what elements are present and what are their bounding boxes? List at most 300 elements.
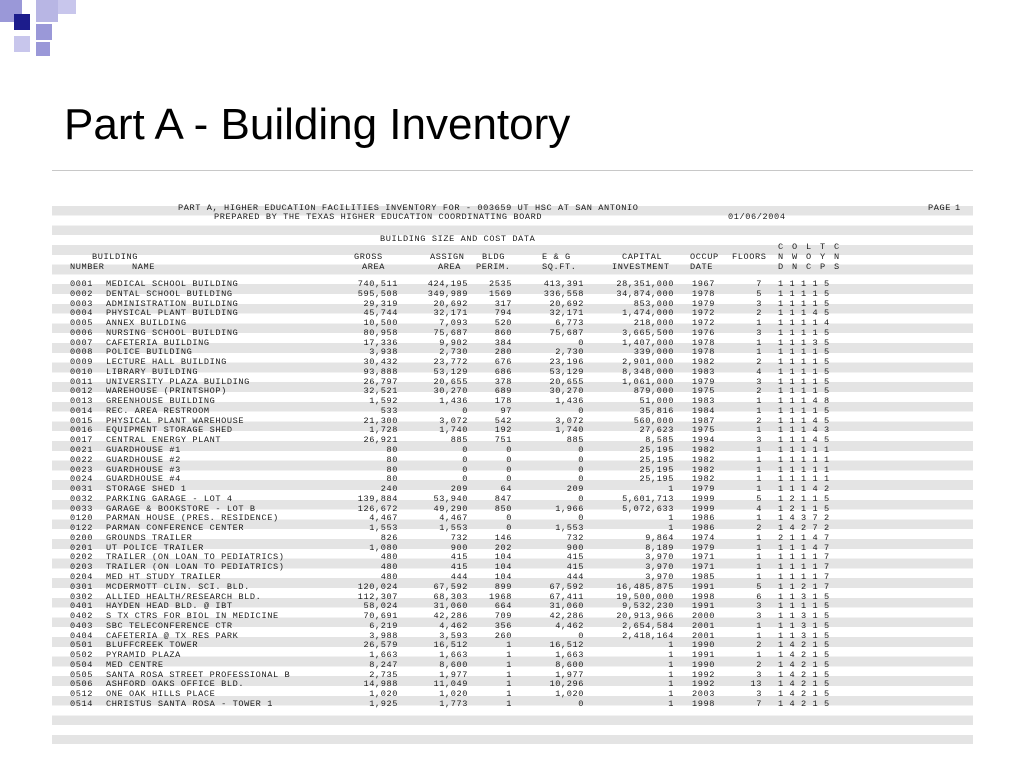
assign-area: 68,303 [433, 591, 468, 602]
capital-investment: 1 [668, 640, 674, 651]
bldg-perim: 378 [494, 376, 512, 387]
occup-date: 1979 [692, 376, 716, 387]
occup-date: 1992 [692, 679, 716, 690]
building-number: 0017 [70, 435, 94, 446]
building-name: GUARDHOUSE #3 [106, 464, 181, 475]
capital-investment: 1 [668, 698, 674, 709]
capital-investment: 8,585 [645, 435, 674, 446]
floors: 1 [756, 620, 762, 631]
eg-sqft: 1,020 [555, 689, 584, 700]
eg-sqft: 1,663 [555, 650, 584, 661]
assign-area: 30,270 [433, 386, 468, 397]
table-row [52, 446, 973, 456]
capital-investment: 35,816 [639, 405, 674, 416]
capital-investment: 1 [668, 659, 674, 670]
table-row [52, 700, 973, 710]
occup-date: 1978 [692, 337, 716, 348]
floors: 1 [756, 571, 762, 582]
assign-area: 415 [450, 552, 468, 563]
capital-investment: 879,000 [633, 386, 674, 397]
eg-sqft: 8,600 [555, 659, 584, 670]
occup-date: 1984 [692, 405, 716, 416]
classification-codes: 1 1 1 1 1 [778, 454, 830, 465]
inventory-report-scan [52, 196, 973, 744]
occup-date: 1990 [692, 640, 716, 651]
occup-date: 1994 [692, 435, 716, 446]
classification-codes: 1 1 1 4 8 [778, 396, 830, 407]
building-name: PARMAN CONFERENCE CENTER [106, 523, 245, 534]
occup-date: 2001 [692, 630, 716, 641]
floors: 3 [756, 435, 762, 446]
code-head-o2: O [806, 252, 812, 262]
assign-area: 424,195 [427, 279, 468, 289]
building-name: GARAGE & BOOKSTORE - LOT B [106, 503, 256, 514]
col-head-gross-area: AREA [362, 262, 386, 272]
bldg-perim: 794 [494, 308, 512, 319]
bldg-perim: 1 [506, 669, 512, 680]
gross-area: 595,508 [357, 288, 398, 299]
building-name: CAFETERIA BUILDING [106, 337, 210, 348]
building-name: PARMAN HOUSE (PRES. RESIDENCE) [106, 513, 279, 524]
building-number: 0022 [70, 454, 94, 465]
bldg-perim: 847 [494, 493, 512, 504]
building-number: 0013 [70, 396, 94, 407]
gross-area: 80 [386, 464, 398, 475]
eg-sqft: 336,558 [543, 288, 584, 299]
eg-sqft: 6,773 [555, 318, 584, 329]
floors: 1 [756, 445, 762, 456]
assign-area: 53,940 [433, 493, 468, 504]
report-header-line2: PREPARED BY THE TEXAS HIGHER EDUCATION COORDINATING BOARD [214, 212, 543, 222]
assign-area: 67,592 [433, 581, 468, 592]
assign-area: 4,467 [439, 513, 468, 524]
col-head-floors: FLOORS [732, 252, 767, 262]
classification-codes: 1 1 1 1 5 [778, 327, 830, 338]
classification-codes: 1 4 2 1 5 [778, 640, 830, 651]
eg-sqft: 0 [578, 464, 584, 475]
col-head-capital: CAPITAL [622, 252, 663, 262]
floors: 2 [756, 308, 762, 319]
eg-sqft: 415 [566, 562, 584, 573]
capital-investment: 25,195 [639, 454, 674, 465]
building-name: GUARDHOUSE #1 [106, 445, 181, 456]
eg-sqft: 885 [566, 435, 584, 446]
assign-area: 4,462 [439, 620, 468, 631]
assign-area: 415 [450, 562, 468, 573]
capital-investment: 25,195 [639, 474, 674, 485]
floors: 1 [756, 650, 762, 661]
building-name: TRAILER (ON LOAN TO PEDIATRICS) [106, 552, 285, 563]
gross-area: 126,672 [357, 503, 398, 514]
assign-area: 349,989 [427, 288, 468, 299]
building-number: 0120 [70, 513, 94, 524]
building-name: SBC TELECONFERENCE CTR [106, 620, 233, 631]
occup-date: 1975 [692, 425, 716, 436]
capital-investment: 5,072,633 [622, 503, 674, 514]
occup-date: 1978 [692, 288, 716, 299]
floors: 2 [756, 523, 762, 534]
eg-sqft: 67,411 [549, 591, 584, 602]
assign-area: 31,060 [433, 601, 468, 612]
assign-area: 11,049 [433, 679, 468, 690]
capital-investment: 20,913,966 [616, 611, 674, 622]
eg-sqft: 10,296 [549, 679, 584, 690]
building-number: 0506 [70, 679, 94, 690]
capital-investment: 34,874,000 [616, 288, 674, 299]
floors: 5 [756, 493, 762, 504]
assign-area: 0 [462, 454, 468, 465]
capital-investment: 339,000 [633, 347, 674, 358]
gross-area: 1,728 [369, 425, 398, 436]
classification-codes: 1 4 2 1 5 [778, 679, 830, 690]
gross-area: 70,691 [363, 611, 398, 622]
gross-area: 480 [380, 552, 398, 563]
col-head-investment: INVESTMENT [612, 262, 670, 272]
col-head-sqft: SQ.FT. [542, 262, 577, 272]
floors: 5 [756, 581, 762, 592]
assign-area: 3,593 [439, 630, 468, 641]
bldg-perim: 356 [494, 620, 512, 631]
eg-sqft: 0 [578, 513, 584, 524]
eg-sqft: 30,270 [549, 386, 584, 397]
building-name: POLICE BUILDING [106, 347, 193, 358]
building-name: PHYSICAL PLANT BUILDING [106, 308, 239, 319]
capital-investment: 1 [668, 523, 674, 534]
occup-date: 2003 [692, 689, 716, 700]
classification-codes: 1 4 3 7 2 [778, 513, 830, 524]
gross-area: 120,024 [357, 581, 398, 592]
occup-date: 1999 [692, 503, 716, 514]
assign-area: 16,512 [433, 640, 468, 651]
capital-investment: 8,348,000 [622, 366, 674, 377]
building-number: 0024 [70, 474, 94, 485]
gross-area: 10,500 [363, 318, 398, 329]
bldg-perim: 686 [494, 366, 512, 377]
assign-area: 8,600 [439, 659, 468, 670]
bldg-perim: 104 [494, 562, 512, 573]
classification-codes: 1 1 1 1 5 [778, 347, 830, 358]
classification-codes: 1 4 2 1 5 [778, 669, 830, 680]
assign-area: 3,072 [439, 415, 468, 426]
bldg-perim: 0 [506, 474, 512, 485]
floors: 1 [756, 405, 762, 416]
building-number: 0514 [70, 698, 94, 709]
code-head-p: P [820, 262, 826, 272]
occup-date: 1982 [692, 454, 716, 465]
eg-sqft: 0 [578, 493, 584, 504]
bldg-perim: 1 [506, 679, 512, 690]
occup-date: 1991 [692, 650, 716, 661]
floors: 7 [756, 698, 762, 709]
building-number: 0006 [70, 327, 94, 338]
building-number: 0301 [70, 581, 94, 592]
capital-investment: 3,970 [645, 552, 674, 563]
gross-area: 14,988 [363, 679, 398, 690]
gross-area: 480 [380, 562, 398, 573]
gross-area: 1,553 [369, 523, 398, 534]
building-number: 0402 [70, 611, 94, 622]
occup-date: 2000 [692, 611, 716, 622]
gross-area: 45,744 [363, 308, 398, 319]
gross-area: 80 [386, 445, 398, 456]
gross-area: 826 [380, 532, 398, 543]
code-headers-line2 [52, 252, 973, 262]
bldg-perim: 751 [494, 435, 512, 446]
building-name: EQUIPMENT STORAGE SHED [106, 425, 233, 436]
eg-sqft: 1,977 [555, 669, 584, 680]
capital-investment: 9,864 [645, 532, 674, 543]
gross-area: 8,247 [369, 659, 398, 670]
report-date: 01/06/2004 [728, 212, 786, 222]
occup-date: 1967 [692, 279, 716, 289]
classification-codes: 1 1 1 1 5 [778, 357, 830, 368]
assign-area: 32,171 [433, 308, 468, 319]
col-head-perim: PERIM. [476, 262, 511, 272]
capital-investment: 1,407,000 [622, 337, 674, 348]
occup-date: 1978 [692, 347, 716, 358]
building-name: GUARDHOUSE #4 [106, 474, 181, 485]
floors: 3 [756, 376, 762, 387]
capital-investment: 1 [668, 689, 674, 700]
floors: 1 [756, 347, 762, 358]
col-head-assign: ASSIGN [430, 252, 465, 262]
bldg-perim: 0 [506, 454, 512, 465]
col-head-eg: E & G [542, 252, 571, 262]
building-number: 0031 [70, 484, 94, 495]
assign-area: 900 [450, 542, 468, 553]
capital-investment: 28,351,000 [616, 279, 674, 289]
occup-date: 1992 [692, 669, 716, 680]
gross-area: 32,521 [363, 386, 398, 397]
building-name: LIBRARY BUILDING [106, 366, 199, 377]
gross-area: 30,432 [363, 357, 398, 368]
eg-sqft: 75,687 [549, 327, 584, 338]
occup-date: 1998 [692, 698, 716, 709]
assign-area: 2,730 [439, 347, 468, 358]
building-number: 0203 [70, 562, 94, 573]
occup-date: 1972 [692, 308, 716, 319]
building-name: PHYSICAL PLANT WAREHOUSE [106, 415, 245, 426]
building-number: 0502 [70, 650, 94, 661]
floors: 2 [756, 386, 762, 397]
capital-investment: 8,189 [645, 542, 674, 553]
occup-date: 1991 [692, 601, 716, 612]
building-number: 0201 [70, 542, 94, 553]
code-head-c: C [778, 242, 784, 252]
building-number: 0004 [70, 308, 94, 319]
capital-investment: 5,601,713 [622, 493, 674, 504]
occup-date: 1971 [692, 562, 716, 573]
building-name: ALLIED HEALTH/RESEARCH BLD. [106, 591, 262, 602]
building-number: 0302 [70, 591, 94, 602]
building-name: ASHFORD OAKS OFFICE BLD. [106, 679, 245, 690]
floors: 1 [756, 484, 762, 495]
occup-date: 1982 [692, 464, 716, 475]
code-head-w: W [792, 252, 798, 262]
occup-date: 1990 [692, 659, 716, 670]
building-number: 0501 [70, 640, 94, 651]
assign-area: 1,436 [439, 396, 468, 407]
report-header-line1: PART A, HIGHER EDUCATION FACILITIES INVENTORY FOR - 003659 UT HSC AT SAN ANTONIO [178, 203, 639, 213]
col-head-name: NAME [132, 262, 156, 272]
occup-date: 1979 [692, 484, 716, 495]
building-number: 0014 [70, 405, 94, 416]
bldg-perim: 1 [506, 640, 512, 651]
bldg-perim: 0 [506, 523, 512, 534]
occup-date: 2001 [692, 620, 716, 631]
gross-area: 93,888 [363, 366, 398, 377]
col-head-occup: OCCUP [690, 252, 719, 262]
floors: 1 [756, 464, 762, 475]
floors: 1 [756, 425, 762, 436]
classification-codes: 1 1 1 1 1 [778, 445, 830, 456]
occup-date: 1972 [692, 318, 716, 329]
table-row [52, 436, 973, 446]
building-number: 0003 [70, 298, 94, 309]
capital-investment: 560,000 [633, 415, 674, 426]
occup-date: 1986 [692, 523, 716, 534]
classification-codes: 1 1 1 1 7 [778, 562, 830, 573]
bldg-perim: 520 [494, 318, 512, 329]
classification-codes: 1 1 1 4 5 [778, 435, 830, 446]
code-head-n3: N [792, 262, 798, 272]
building-name: BLUFFCREEK TOWER [106, 640, 199, 651]
assign-area: 1,553 [439, 523, 468, 534]
eg-sqft: 23,196 [549, 357, 584, 368]
capital-investment: 27,623 [639, 425, 674, 436]
classification-codes: 1 1 1 3 5 [778, 337, 830, 348]
slide-logo [0, 0, 90, 60]
occup-date: 1982 [692, 357, 716, 368]
capital-investment: 1 [668, 679, 674, 690]
code-headers-line1 [52, 242, 973, 252]
code-head-c3: C [806, 262, 812, 272]
building-number: 0032 [70, 493, 94, 504]
building-name: PYRAMID PLAZA [106, 650, 181, 661]
building-name: UNIVERSITY PLAZA BUILDING [106, 376, 250, 387]
bldg-perim: 1968 [488, 591, 512, 602]
eg-sqft: 0 [578, 474, 584, 485]
page-label: PAGE [928, 203, 952, 213]
eg-sqft: 53,129 [549, 366, 584, 377]
eg-sqft: 413,391 [543, 279, 584, 289]
capital-investment: 16,485,875 [616, 581, 674, 592]
building-name: CHRISTUS SANTA ROSA - TOWER 1 [106, 698, 273, 709]
building-name: CENTRAL ENERGY PLANT [106, 435, 222, 446]
floors: 3 [756, 611, 762, 622]
capital-investment: 218,000 [633, 318, 674, 329]
code-head-n2: N [834, 252, 840, 262]
gross-area: 3,988 [369, 630, 398, 641]
floors: 3 [756, 298, 762, 309]
capital-investment: 2,901,000 [622, 357, 674, 368]
gross-area: 80,958 [363, 327, 398, 338]
building-name: ANNEX BUILDING [106, 318, 187, 329]
assign-area: 444 [450, 571, 468, 582]
classification-codes: 1 1 1 1 5 [778, 405, 830, 416]
bldg-perim: 676 [494, 357, 512, 368]
assign-area: 23,772 [433, 357, 468, 368]
code-head-s: S [834, 262, 840, 272]
gross-area: 26,797 [363, 376, 398, 387]
assign-area: 0 [462, 474, 468, 485]
building-name: CAFETERIA @ TX RES PARK [106, 630, 239, 641]
classification-codes: 1 1 1 1 7 [778, 571, 830, 582]
code-head-d: D [778, 262, 784, 272]
classification-codes: 1 1 1 1 5 [778, 601, 830, 612]
assign-area: 0 [462, 464, 468, 475]
classification-codes: 1 1 1 1 7 [778, 552, 830, 563]
building-name: UT POLICE TRAILER [106, 542, 204, 553]
gross-area: 58,024 [363, 601, 398, 612]
classification-codes: 1 1 1 1 4 [778, 318, 830, 329]
building-name: ADMINISTRATION BUILDING [106, 298, 239, 309]
bldg-perim: 104 [494, 571, 512, 582]
capital-investment: 1 [668, 513, 674, 524]
bldg-perim: 0 [506, 445, 512, 456]
building-number: 0023 [70, 464, 94, 475]
building-number: 0007 [70, 337, 94, 348]
classification-codes: 1 1 1 4 7 [778, 542, 830, 553]
occup-date: 1999 [692, 493, 716, 504]
classification-codes: 1 2 1 1 5 [778, 503, 830, 514]
assign-area: 0 [462, 405, 468, 416]
code-head-n: N [778, 252, 784, 262]
slide-title: Part A - Building Inventory [64, 100, 571, 149]
occup-date: 1985 [692, 571, 716, 582]
bldg-perim: 0 [506, 464, 512, 475]
capital-investment: 3,665,500 [622, 327, 674, 338]
eg-sqft: 444 [566, 571, 584, 582]
assign-area: 7,093 [439, 318, 468, 329]
gross-area: 29,319 [363, 298, 398, 309]
bldg-perim: 64 [500, 484, 512, 495]
floors: 1 [756, 562, 762, 573]
occup-date: 1979 [692, 542, 716, 553]
capital-investment: 9,532,230 [622, 601, 674, 612]
classification-codes: 1 1 1 4 2 [778, 484, 830, 495]
eg-sqft: 1,740 [555, 425, 584, 436]
capital-investment: 19,500,000 [616, 591, 674, 602]
occup-date: 1983 [692, 366, 716, 377]
assign-area: 1,773 [439, 698, 468, 709]
eg-sqft: 0 [578, 405, 584, 416]
gross-area: 1,925 [369, 698, 398, 709]
building-name: WAREHOUSE (PRINTSHOP) [106, 386, 227, 397]
bldg-perim: 2535 [488, 279, 512, 289]
building-number: 0200 [70, 532, 94, 543]
gross-area: 112,307 [357, 591, 398, 602]
bldg-perim: 202 [494, 542, 512, 553]
eg-sqft: 0 [578, 630, 584, 641]
building-number: 0505 [70, 669, 94, 680]
code-head-t: T [820, 242, 826, 252]
gross-area: 533 [380, 405, 398, 416]
classification-codes: 1 1 1 4 5 [778, 308, 830, 319]
eg-sqft: 20,655 [549, 376, 584, 387]
eg-sqft: 32,171 [549, 308, 584, 319]
building-name: GUARDHOUSE #2 [106, 454, 181, 465]
bldg-perim: 709 [494, 611, 512, 622]
occup-date: 1976 [692, 327, 716, 338]
eg-sqft: 1,436 [555, 396, 584, 407]
table-row [52, 456, 973, 466]
building-name: PARKING GARAGE - LOT 4 [106, 493, 233, 504]
gross-area: 17,336 [363, 337, 398, 348]
assign-area: 1,663 [439, 650, 468, 661]
bldg-perim: 664 [494, 601, 512, 612]
gross-area: 1,020 [369, 689, 398, 700]
